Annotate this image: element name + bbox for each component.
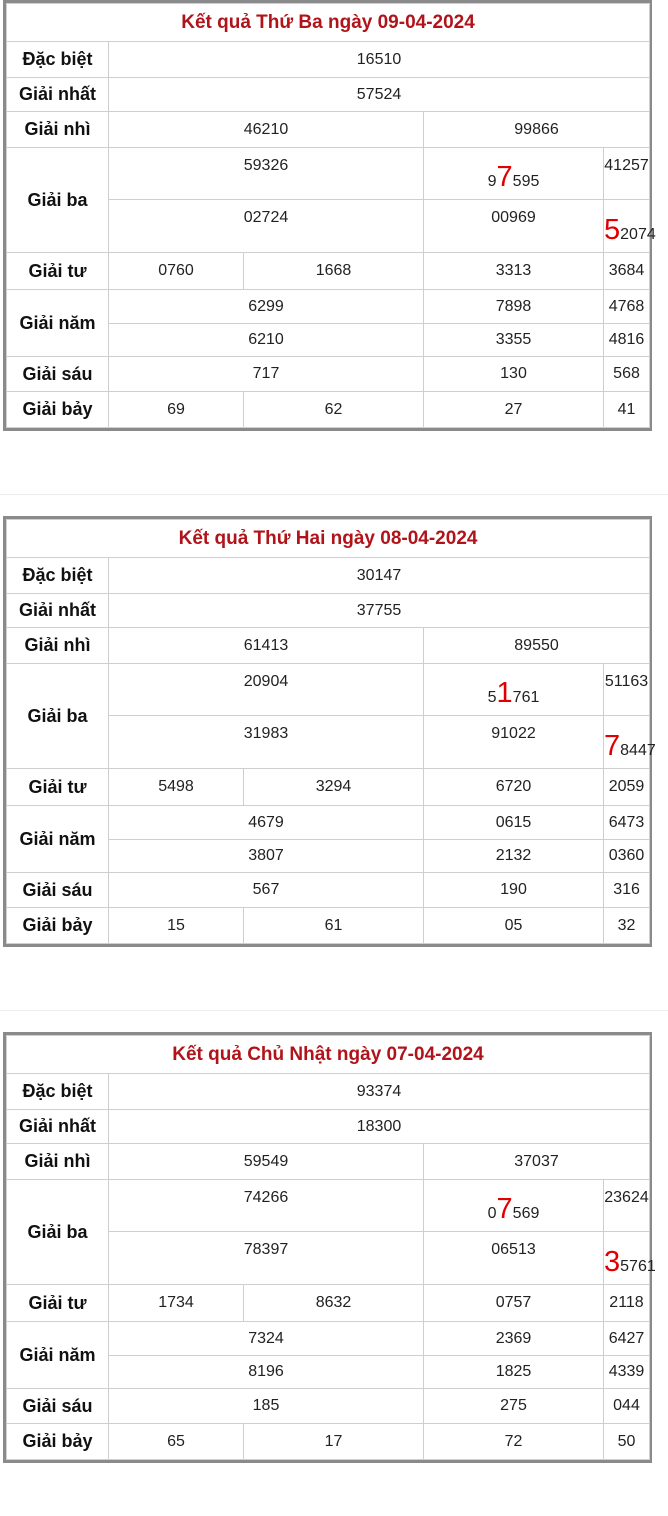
label-second: Giải nhì	[7, 112, 109, 148]
fourth-prize-3: 3313	[424, 253, 604, 290]
seventh-prize-1: 15	[109, 908, 244, 944]
third-prize-2-suffix: 761	[512, 689, 540, 706]
sixth-prize-1: 185	[109, 1389, 424, 1424]
third-prize-3: 23624	[604, 1180, 650, 1232]
fourth-prize-1: 1734	[109, 1285, 244, 1322]
seventh-prize-3: 05	[424, 908, 604, 944]
second-prize-1: 61413	[109, 628, 424, 664]
label-third: Giải ba	[7, 664, 109, 769]
fifth-prize-4: 6210	[109, 324, 424, 357]
fifth-prize-2: 2369	[424, 1322, 604, 1356]
fourth-prize-3: 6720	[424, 769, 604, 806]
sixth-prize-3: 316	[604, 873, 650, 908]
fourth-prize-4: 3684	[604, 253, 650, 290]
third-prize-6-highlight: 3	[604, 1246, 621, 1278]
third-prize-4: 78397	[109, 1232, 424, 1285]
second-prize-2: 89550	[424, 628, 650, 664]
third-prize-6-suffix: 8447	[620, 742, 656, 759]
third-prize-4: 02724	[109, 200, 424, 253]
third-prize-6-highlight: 7	[604, 730, 621, 762]
third-prize-5: 00969	[424, 200, 604, 253]
third-prize-1: 74266	[109, 1180, 424, 1232]
label-fourth: Giải tư	[7, 769, 109, 806]
label-special: Đặc biệt	[7, 1074, 109, 1110]
label-first: Giải nhất	[7, 594, 109, 628]
fourth-prize-3: 0757	[424, 1285, 604, 1322]
third-prize-6	[604, 200, 656, 253]
fifth-prize-5: 3355	[424, 324, 604, 357]
third-prize-6-suffix: 2074	[620, 226, 656, 243]
sixth-prize-1: 567	[109, 873, 424, 908]
third-prize-6	[604, 1232, 656, 1285]
label-sixth: Giải sáu	[7, 1389, 109, 1424]
result-table	[3, 516, 656, 947]
seventh-prize-2: 61	[244, 908, 424, 944]
fifth-prize-1: 4679	[109, 806, 424, 840]
third-prize-3: 51163	[604, 664, 650, 716]
third-prize-2-highlight: 1	[496, 677, 513, 709]
first-prize: 57524	[109, 78, 650, 112]
label-fifth: Giải năm	[7, 1322, 109, 1389]
third-prize-6-highlight: 5	[604, 214, 621, 246]
label-second: Giải nhì	[7, 1144, 109, 1180]
fifth-prize-4: 3807	[109, 840, 424, 873]
label-fourth: Giải tư	[7, 1285, 109, 1322]
label-special: Đặc biệt	[7, 558, 109, 594]
label-fifth: Giải năm	[7, 290, 109, 357]
fourth-prize-2: 1668	[244, 253, 424, 290]
label-seventh: Giải bảy	[7, 392, 109, 428]
result-table	[3, 1032, 656, 1463]
fifth-prize-6: 0360	[604, 840, 650, 873]
fifth-prize-2: 7898	[424, 290, 604, 324]
seventh-prize-4: 50	[604, 1424, 650, 1460]
third-prize-6	[604, 716, 656, 769]
third-prize-1: 20904	[109, 664, 424, 716]
second-prize-2: 99866	[424, 112, 650, 148]
second-prize-1: 59549	[109, 1144, 424, 1180]
fifth-prize-1: 6299	[109, 290, 424, 324]
fifth-prize-3: 6473	[604, 806, 650, 840]
seventh-prize-1: 69	[109, 392, 244, 428]
fifth-prize-3: 6427	[604, 1322, 650, 1356]
third-prize-5: 06513	[424, 1232, 604, 1285]
label-second: Giải nhì	[7, 628, 109, 664]
seventh-prize-2: 17	[244, 1424, 424, 1460]
result-title: Kết quả Thứ Hai ngày 08-04-2024	[7, 520, 650, 558]
result-title: Kết quả Chủ Nhật ngày 07-04-2024	[7, 1036, 650, 1074]
special-prize: 93374	[109, 1074, 650, 1110]
fifth-prize-5: 1825	[424, 1356, 604, 1389]
sixth-prize-2: 130	[424, 357, 604, 392]
third-prize-2-highlight: 7	[496, 161, 513, 193]
fifth-prize-1: 7324	[109, 1322, 424, 1356]
section-divider	[0, 1010, 668, 1011]
third-prize-6-suffix: 5761	[620, 1258, 656, 1275]
label-sixth: Giải sáu	[7, 873, 109, 908]
label-fifth: Giải năm	[7, 806, 109, 873]
third-prize-2-suffix: 569	[512, 1205, 540, 1222]
label-seventh: Giải bảy	[7, 1424, 109, 1460]
fourth-prize-1: 5498	[109, 769, 244, 806]
third-prize-2-prefix: 5	[487, 689, 497, 706]
sixth-prize-3: 044	[604, 1389, 650, 1424]
result-table	[3, 0, 656, 431]
seventh-prize-1: 65	[109, 1424, 244, 1460]
special-prize: 16510	[109, 42, 650, 78]
third-prize-2	[424, 1180, 604, 1232]
sixth-prize-3: 568	[604, 357, 650, 392]
fourth-prize-4: 2118	[604, 1285, 650, 1322]
third-prize-2	[424, 148, 604, 200]
sixth-prize-1: 717	[109, 357, 424, 392]
fourth-prize-1: 0760	[109, 253, 244, 290]
second-prize-1: 46210	[109, 112, 424, 148]
third-prize-1: 59326	[109, 148, 424, 200]
fifth-prize-4: 8196	[109, 1356, 424, 1389]
fourth-prize-2: 3294	[244, 769, 424, 806]
third-prize-2-prefix: 0	[487, 1205, 497, 1222]
seventh-prize-2: 62	[244, 392, 424, 428]
label-sixth: Giải sáu	[7, 357, 109, 392]
label-seventh: Giải bảy	[7, 908, 109, 944]
fourth-prize-4: 2059	[604, 769, 650, 806]
second-prize-2: 37037	[424, 1144, 650, 1180]
sixth-prize-2: 275	[424, 1389, 604, 1424]
label-first: Giải nhất	[7, 1110, 109, 1144]
third-prize-5: 91022	[424, 716, 604, 769]
fifth-prize-3: 4768	[604, 290, 650, 324]
section-divider	[0, 494, 668, 495]
third-prize-3: 41257	[604, 148, 650, 200]
sixth-prize-2: 190	[424, 873, 604, 908]
fifth-prize-5: 2132	[424, 840, 604, 873]
third-prize-2	[424, 664, 604, 716]
seventh-prize-4: 41	[604, 392, 650, 428]
seventh-prize-4: 32	[604, 908, 650, 944]
third-prize-2-highlight: 7	[496, 1193, 513, 1225]
first-prize: 18300	[109, 1110, 650, 1144]
label-third: Giải ba	[7, 148, 109, 253]
label-special: Đặc biệt	[7, 42, 109, 78]
third-prize-4: 31983	[109, 716, 424, 769]
first-prize: 37755	[109, 594, 650, 628]
fifth-prize-2: 0615	[424, 806, 604, 840]
label-fourth: Giải tư	[7, 253, 109, 290]
fourth-prize-2: 8632	[244, 1285, 424, 1322]
label-third: Giải ba	[7, 1180, 109, 1285]
special-prize: 30147	[109, 558, 650, 594]
third-prize-2-prefix: 9	[487, 173, 497, 190]
seventh-prize-3: 27	[424, 392, 604, 428]
fifth-prize-6: 4339	[604, 1356, 650, 1389]
fifth-prize-6: 4816	[604, 324, 650, 357]
result-title: Kết quả Thứ Ba ngày 09-04-2024	[7, 4, 650, 42]
seventh-prize-3: 72	[424, 1424, 604, 1460]
label-first: Giải nhất	[7, 78, 109, 112]
third-prize-2-suffix: 595	[512, 173, 540, 190]
